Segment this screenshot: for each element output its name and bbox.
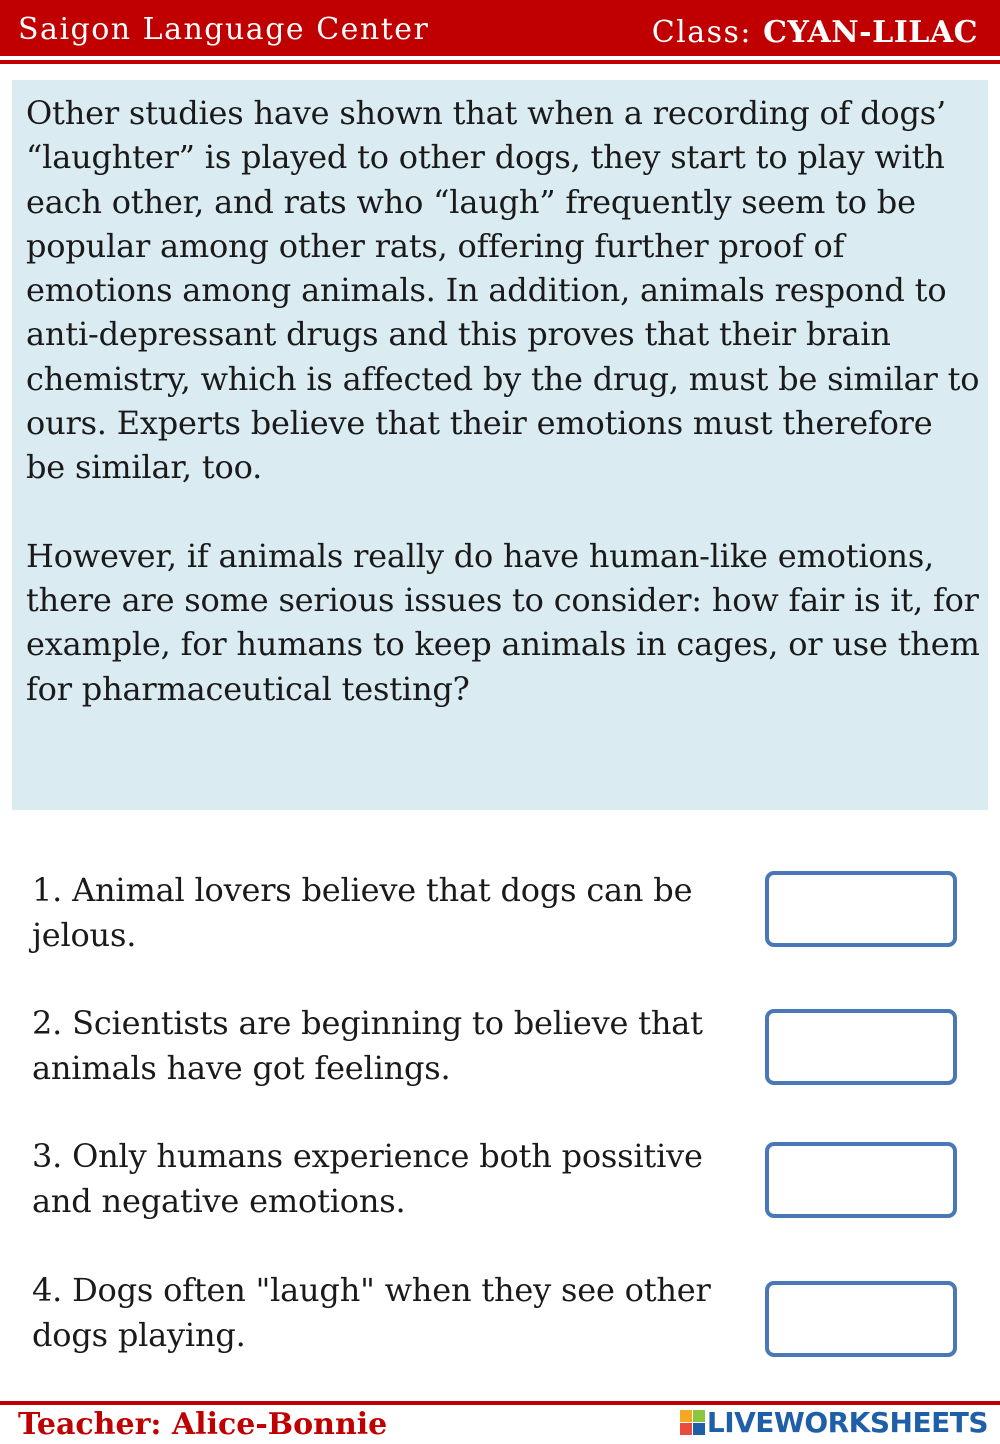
answer-box-2[interactable] bbox=[765, 1009, 957, 1085]
class-value: CYAN-LILAC bbox=[763, 15, 978, 50]
class-label: Class: bbox=[651, 15, 753, 50]
header-divider bbox=[0, 60, 1000, 64]
question-1: 1. Animal lovers believe that dogs can be jelous. bbox=[32, 871, 693, 954]
reading-passage bbox=[12, 80, 988, 810]
teacher-name: Teacher: Alice-Bonnie bbox=[18, 1407, 388, 1442]
footer-divider bbox=[0, 1401, 1000, 1405]
question-4: 4. Dogs often "laugh" when they see other dogs playing. bbox=[32, 1271, 711, 1354]
question-3: 3. Only humans experience both possitive and negative emotions. bbox=[32, 1137, 703, 1220]
passage-paragraph: However, if animals really do have human-like emotions, there are some serious issues to consider: how fair is it, for example, for humans to keep animals in cages, or use them for pharmaceutical testing? bbox=[26, 536, 980, 708]
question-2: 2. Scientists are beginning to believe that animals have got feelings. bbox=[32, 1004, 703, 1087]
passage-paragraph: Other studies have shown that when a recording of dogs’ “laughter” is played to other dogs, they start to play with each other, and rats who “laugh” frequently seem to be popular among other rats, offering further proof of emotions among animals. In addition, animals respond to anti-depressant drugs and this proves that their brain chemistry, which is affected by the drug, must be similar to ours. Experts believe that their emotions must therefore be similar, too. bbox=[26, 94, 980, 487]
answer-box-3[interactable] bbox=[765, 1142, 957, 1218]
header-bar bbox=[0, 0, 1000, 56]
class-info bbox=[652, 15, 978, 50]
brand-logo[interactable] bbox=[680, 1406, 988, 1439]
brand-name: LIVEWORKSHEETS bbox=[706, 1406, 988, 1439]
center-name: Saigon Language Center bbox=[18, 12, 430, 47]
answer-box-1[interactable] bbox=[765, 871, 957, 947]
liveworksheets-logo-icon bbox=[680, 1410, 705, 1435]
answer-box-4[interactable] bbox=[765, 1281, 957, 1357]
